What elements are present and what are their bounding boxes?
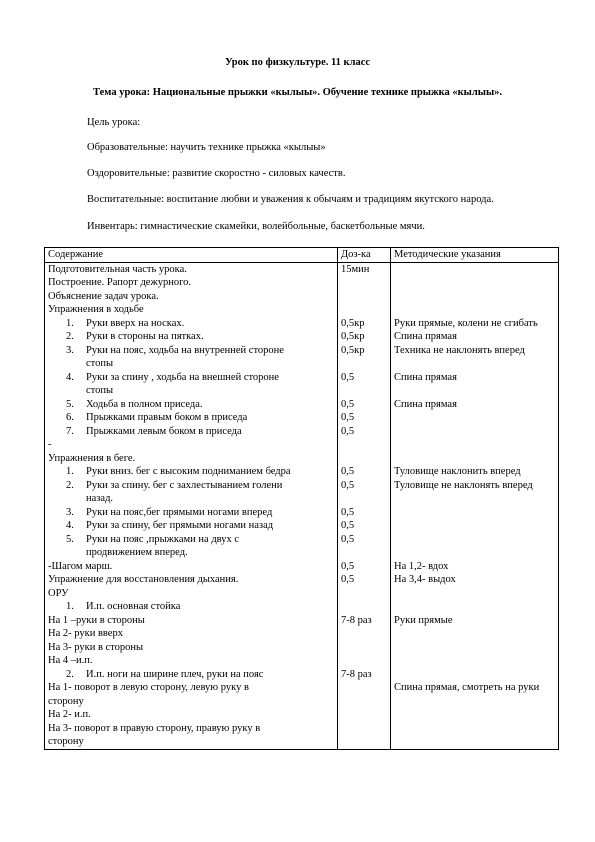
item-number: 2. [66, 479, 74, 491]
content-line [48, 479, 334, 493]
content-line: На 4 –и.п. [48, 655, 93, 666]
item-number: 7. [66, 425, 74, 437]
method-note [394, 492, 555, 506]
content-line: Упражнение для восстановления дыхания. [48, 574, 239, 585]
content-line: Упражнения в беге. [48, 452, 136, 464]
content-line: На 1 –руки в стороны [48, 614, 145, 626]
method-note: Туловище не наклонять вперед [394, 479, 533, 491]
content-line: На 2- руки вверх [48, 628, 123, 639]
method-note [394, 654, 555, 668]
method-note [394, 290, 555, 304]
method-note [394, 384, 555, 398]
method-note [394, 533, 555, 547]
item-number: 3. [66, 344, 74, 356]
method-note [394, 519, 555, 533]
method-note [394, 587, 555, 601]
item-number: 1. [66, 466, 74, 477]
method-note [394, 357, 555, 371]
inventory-line: Инвентарь: гимнастические скамейки, волейбольные, баскетбольные мячи. [87, 221, 425, 232]
item-number: 4. [66, 520, 74, 531]
item-text: Руки в стороны на пятках. [86, 331, 204, 342]
header-dosage: Доз-ка [338, 248, 391, 263]
item-number: 6. [66, 412, 74, 423]
content-line: стопы [86, 358, 114, 369]
dosage-cell: 0,5 [341, 479, 355, 491]
dosage-column [338, 262, 391, 749]
dosage-cell [341, 276, 387, 290]
content-line [48, 330, 334, 344]
item-text: Руки на пояс ,прыжками на двух с [86, 533, 240, 545]
dosage-cell [341, 641, 387, 655]
method-note [394, 695, 555, 709]
dosage-cell [341, 627, 387, 641]
dosage-cell: 0,5 [341, 371, 355, 383]
method-note [394, 276, 555, 290]
table-row [45, 262, 559, 749]
content-line: На 3- поворот в правую сторону, правую руку в [48, 722, 261, 734]
dosage-cell [341, 290, 387, 304]
method-note: Спина прямая, смотреть на руки [394, 682, 540, 693]
dosage-cell [341, 587, 387, 601]
content-column [45, 262, 338, 749]
method-note [394, 708, 555, 722]
method-note [394, 600, 555, 614]
content-line: Подготовительная часть урока. [48, 263, 187, 275]
dosage-cell: 0,5 [341, 533, 355, 545]
method-note [394, 627, 555, 641]
dosage-cell [341, 708, 387, 722]
content-line: стопы [86, 385, 114, 396]
method-note: Спина прямая [394, 371, 457, 383]
method-note [394, 735, 555, 749]
method-column [391, 262, 559, 749]
method-note [394, 452, 555, 466]
content-line: На 1- поворот в левую сторону, левую руку в [48, 682, 249, 693]
item-text: И.п. ноги на ширине плеч, руки на пояс [86, 668, 264, 680]
educational-goal: Образовательные: научить технике прыжка «кылыы» [87, 142, 326, 153]
content-line [48, 465, 334, 479]
dosage-cell: 0,5 [341, 560, 355, 572]
method-note [394, 722, 555, 736]
dosage-cell [341, 452, 387, 466]
item-number: 2. [66, 331, 74, 342]
content-line: ОРУ [48, 587, 69, 599]
dosage-cell: 0,5кр [341, 317, 365, 329]
dosage-cell [341, 546, 387, 560]
content-line: сторону [48, 695, 84, 707]
item-text: Руки на пояс, ходьба на внутренней стороне [86, 344, 284, 356]
item-text: И.п. основная стойка [86, 601, 181, 612]
item-text: Руки за спину , ходьба на внешней стороне [86, 371, 279, 383]
dosage-cell: 7-8 раз [341, 614, 372, 626]
content-line [48, 533, 334, 547]
content-line [48, 371, 334, 385]
dosage-cell: 0,5 [341, 398, 355, 410]
item-number: 2. [66, 668, 74, 680]
dosage-cell: 0,5 [341, 412, 355, 423]
dosage-cell: 0,5кр [341, 331, 365, 342]
method-note [394, 641, 555, 655]
dosage-cell [341, 654, 387, 668]
content-line: На 3- руки в стороны [48, 641, 144, 653]
method-note: На 1,2- вдох [394, 560, 449, 572]
dosage-cell [341, 735, 387, 749]
upbringing-goal: Воспитательные: воспитание любви и уважения к обычаям и традициям якутского народа. [87, 194, 494, 205]
dosage-cell [341, 600, 387, 614]
method-note: Спина прямая [394, 398, 457, 410]
method-note [394, 263, 555, 277]
content-line: назад. [86, 493, 114, 504]
health-goal: Оздоровительные: развитие скоростно - силовых качеств. [87, 168, 346, 179]
dosage-cell: 0,5 [341, 506, 355, 518]
content-line: сторону [48, 736, 84, 747]
header-content: Содержание [45, 248, 338, 263]
content-line [48, 317, 334, 331]
item-text: Руки за спину, бег прямыми ногами назад [86, 520, 274, 531]
item-text: Руки за спину. бег с захлестыванием голени [86, 479, 283, 491]
item-number: 5. [66, 533, 74, 545]
dosage-cell: 0,5 [341, 520, 355, 531]
method-note [394, 425, 555, 439]
goal-label: Цель урока: [87, 117, 141, 128]
content-line: Построение. Рапорт дежурного. [48, 277, 192, 288]
method-note [394, 438, 555, 452]
table-header-row [45, 248, 559, 263]
dosage-cell [341, 357, 387, 371]
header-method: Методические указания [391, 248, 559, 263]
method-note [394, 411, 555, 425]
method-note: Руки прямые, колени не сгибать [394, 317, 538, 329]
content-line: -Шагом марш. [48, 560, 113, 572]
lesson-title: Урок по физкультуре. 11 класс [224, 57, 371, 68]
dosage-cell [341, 722, 387, 736]
method-note: Техника не наклонять вперед [394, 344, 525, 356]
dosage-cell [341, 695, 387, 709]
content-line [48, 506, 334, 520]
method-note: На 3,4- выдох [394, 574, 456, 585]
item-text: Руки вниз. бег с высоким подниманием бедра [86, 466, 291, 477]
item-number: 5. [66, 398, 74, 410]
content-line [48, 411, 334, 425]
dosage-cell [341, 303, 387, 317]
dosage-cell: 0,5 [341, 425, 355, 437]
method-note: Руки прямые [394, 614, 453, 626]
content-line [48, 668, 334, 682]
content-line [48, 519, 334, 533]
method-note [394, 546, 555, 560]
content-line: Объяснение задач урока. [48, 290, 159, 302]
item-text: Ходьба в полном приседа. [86, 398, 203, 410]
dosage-cell: 0,5 [341, 574, 355, 585]
item-text: Руки на пояс,бег прямыми ногами вперед [86, 506, 273, 518]
item-number: 1. [66, 317, 74, 329]
method-note [394, 668, 555, 682]
lesson-theme: Тема урока: Национальные прыжки «кылыы». Обучение технике прыжка «кылыы». [92, 87, 503, 98]
content-line: На 2- и.п. [48, 709, 91, 720]
method-note [394, 303, 555, 317]
content-line: Упражнения в ходьбе [48, 304, 144, 315]
item-number: 1. [66, 601, 74, 612]
item-text: Прыжками правым боком в приседа [86, 412, 248, 423]
content-line [48, 344, 334, 358]
dosage-cell [341, 384, 387, 398]
method-note [394, 506, 555, 520]
dosage-cell: 15мин [341, 263, 370, 275]
content-line [48, 398, 334, 412]
content-line [48, 600, 334, 614]
item-text: Руки вверх на носках. [86, 317, 185, 329]
dosage-cell [341, 681, 387, 695]
item-text: Прыжками левым боком в приседа [86, 425, 242, 437]
dosage-cell [341, 438, 387, 452]
content-line: продвижением вперед. [86, 547, 188, 558]
item-number: 3. [66, 506, 74, 518]
dosage-cell: 7-8 раз [341, 668, 372, 680]
item-number: 4. [66, 371, 74, 383]
dosage-cell: 0,5кр [341, 344, 365, 356]
method-note: Спина прямая [394, 331, 457, 342]
content-line [48, 425, 334, 439]
dosage-cell [341, 492, 387, 506]
method-note: Туловище наклонить вперед [394, 466, 521, 477]
content-line: - [48, 439, 52, 450]
dosage-cell: 0,5 [341, 466, 355, 477]
lesson-plan-table [44, 247, 559, 750]
